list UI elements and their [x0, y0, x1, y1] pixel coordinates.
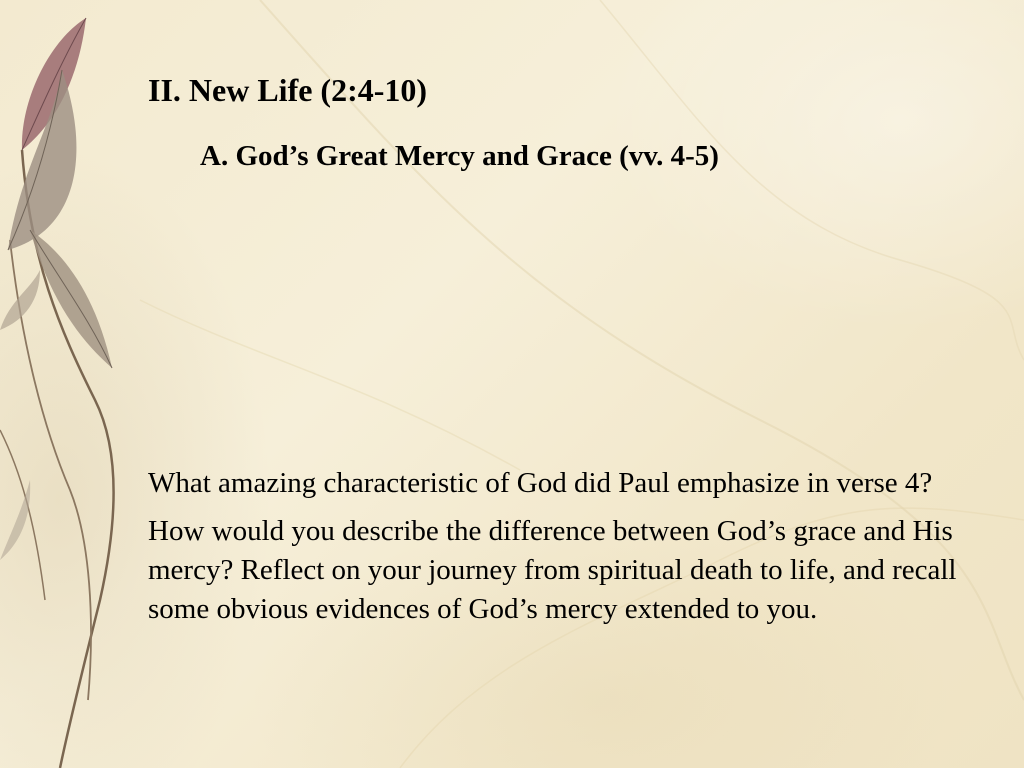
question-paragraph: What amazing characteristic of God did Paul emphasize in verse 4?	[148, 467, 933, 499]
dried-leaves-illustration	[0, 0, 140, 768]
slide-subtitle: A. God’s Great Mercy and Grace (vv. 4-5)	[200, 140, 719, 172]
question-paragraph: How would you describe the difference between God’s grace and His mercy? Reflect on your journey from spiritual death to life, and recall some obvious evidences of God’s mercy extended to you.	[148, 515, 957, 625]
discussion-questions	[148, 464, 993, 638]
slide-title: II. New Life (2:4-10)	[148, 72, 428, 108]
